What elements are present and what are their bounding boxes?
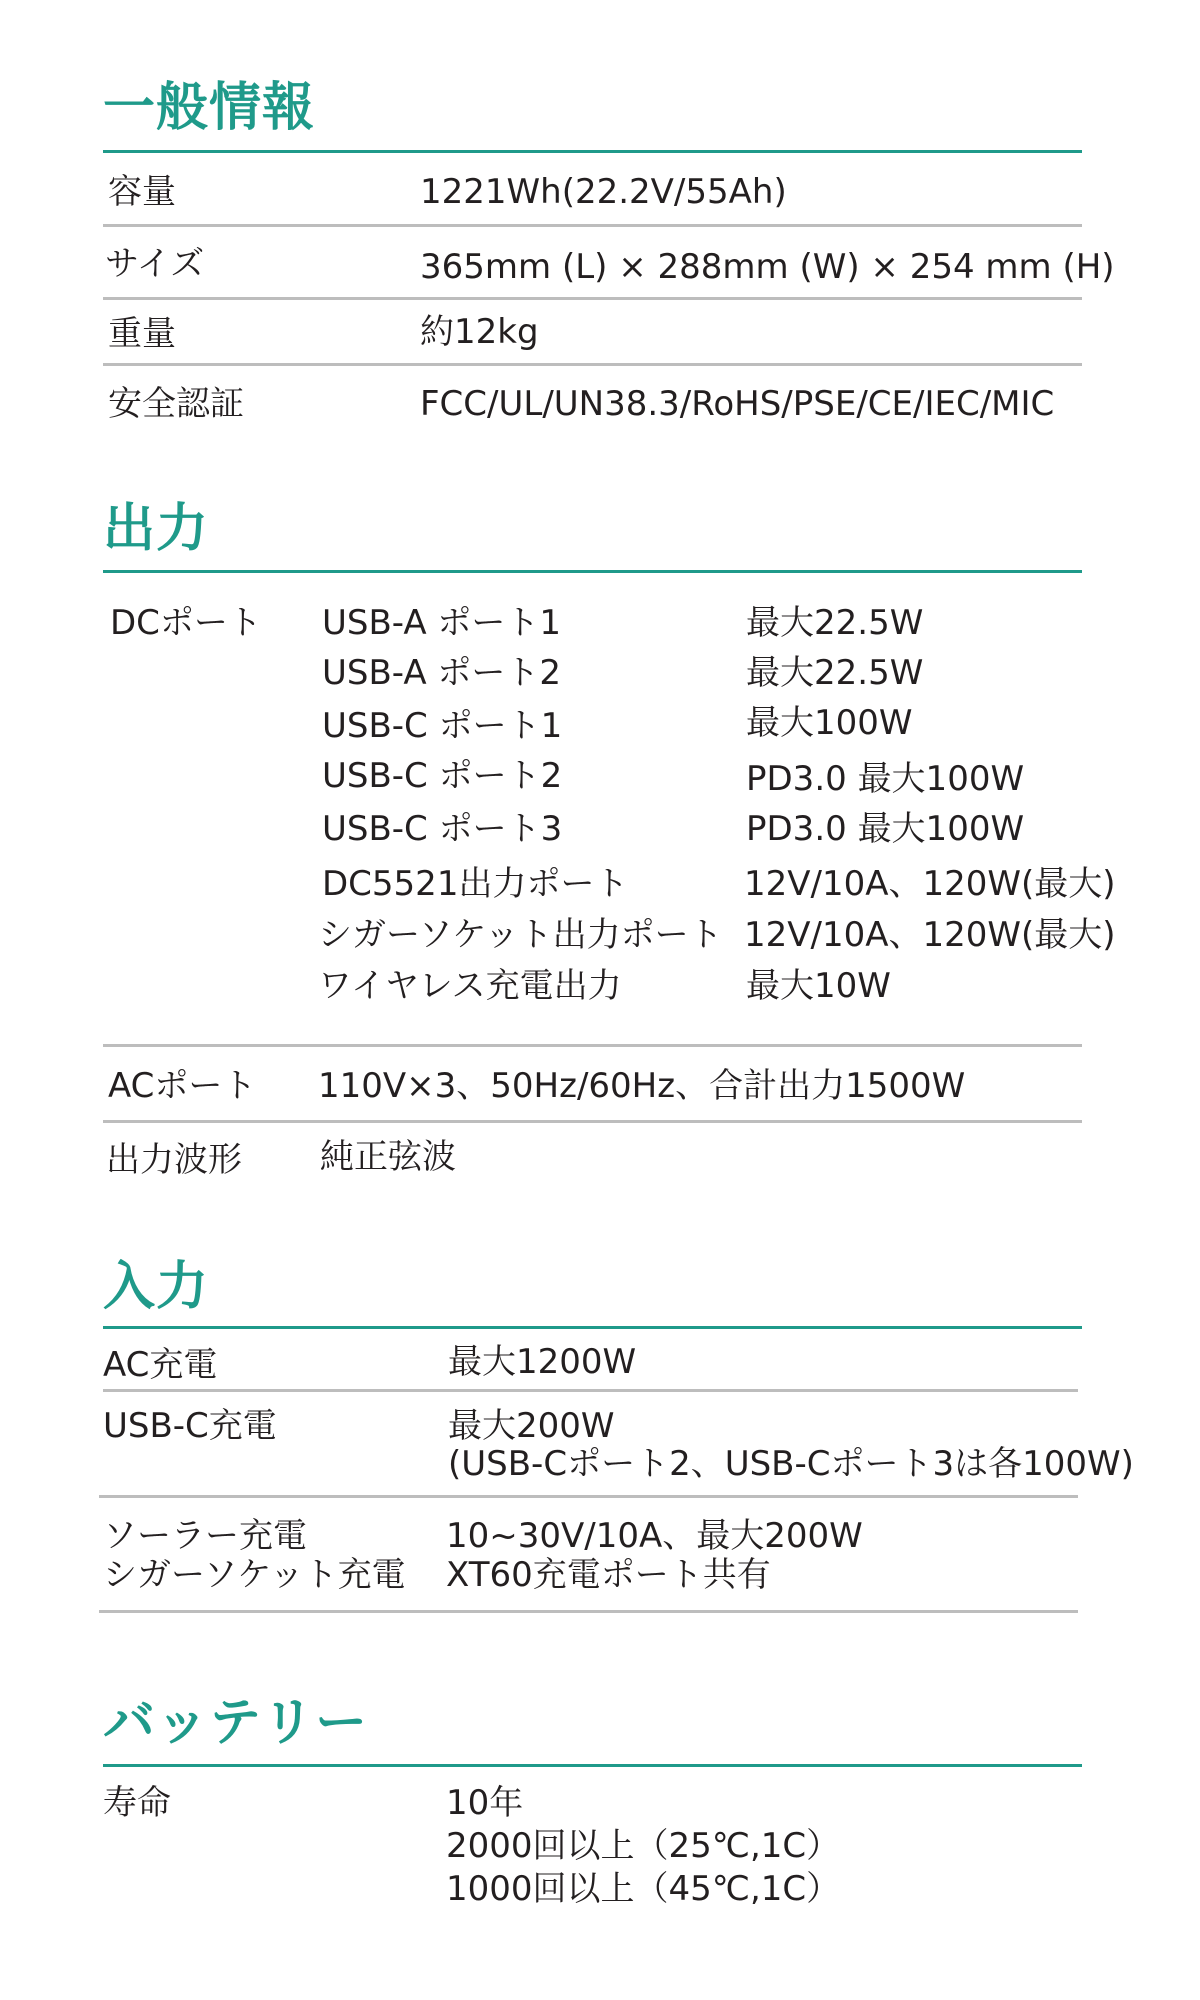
- dc-port-name: ワイヤレス充電出力: [318, 966, 622, 1006]
- dc-port-spec: PD3.0 最大100W: [746, 759, 1025, 799]
- output-row-divider: [103, 1044, 1082, 1047]
- usbc-charge-note: (USB-Cポート2、USB-Cポート3は各100W): [448, 1444, 1134, 1484]
- battery-life-years: 10年: [446, 1783, 524, 1823]
- ac-port-value: 110V×3、50Hz/60Hz、合計出力1500W: [318, 1066, 966, 1106]
- general-row-divider: [103, 224, 1082, 227]
- dc-port-name: USB-A ポート2: [322, 653, 562, 693]
- battery-section-title: バッテリー: [103, 1693, 369, 1753]
- battery-cycles-45c: 1000回以上（45℃,1C）: [446, 1869, 841, 1909]
- output-title-rule: [103, 570, 1082, 573]
- dc-port-spec: 最大100W: [746, 703, 913, 743]
- input-row-divider: [99, 1495, 1078, 1498]
- general-cert-label: 安全認証: [108, 384, 244, 424]
- ac-charge-label: AC充電: [103, 1345, 218, 1385]
- output-row-divider: [103, 1120, 1082, 1123]
- dc-port-spec: 12V/10A、120W(最大): [744, 864, 1116, 904]
- general-size-value: 365mm (L) × 288mm (W) × 254 mm (H): [420, 247, 1115, 287]
- output-section-title: 出力: [103, 499, 210, 559]
- ac-charge-value: 最大1200W: [448, 1342, 637, 1382]
- input-row-divider: [103, 1389, 1078, 1392]
- dc-port-name: USB-A ポート1: [322, 603, 562, 643]
- dc-port-spec: 最大22.5W: [746, 653, 924, 693]
- input-section-title: 入力: [103, 1257, 210, 1317]
- battery-life-label: 寿命: [103, 1783, 171, 1823]
- usbc-charge-value: 最大200W: [448, 1406, 615, 1446]
- dc-port-name: USB-C ポート2: [322, 756, 563, 796]
- ac-port-label: ACポート: [108, 1066, 257, 1106]
- dc-port-spec: PD3.0 最大100W: [746, 809, 1025, 849]
- battery-title-rule: [103, 1764, 1082, 1767]
- waveform-value: 純正弦波: [320, 1137, 456, 1177]
- battery-cycles-25c: 2000回以上（25℃,1C）: [446, 1826, 841, 1866]
- xt60-port-value: XT60充電ポート共有: [446, 1555, 771, 1595]
- general-capacity-label: 容量: [108, 172, 176, 212]
- dc-port-spec: 最大10W: [746, 966, 891, 1006]
- general-size-label: サイズ: [105, 244, 205, 284]
- usbc-charge-label: USB-C充電: [103, 1406, 277, 1446]
- general-capacity-value: 1221Wh(22.2V/55Ah): [420, 172, 787, 212]
- general-weight-label: 重量: [108, 314, 176, 354]
- general-section-title: 一般情報: [103, 78, 316, 138]
- solar-charge-label: ソーラー充電: [103, 1516, 307, 1556]
- dc-port-name: USB-C ポート1: [322, 706, 563, 746]
- input-title-rule: [103, 1326, 1082, 1329]
- dc-port-spec: 最大22.5W: [746, 603, 924, 643]
- general-cert-value: FCC/UL/UN38.3/RoHS/PSE/CE/IEC/MIC: [420, 384, 1055, 424]
- cigarette-charge-label: シガーソケット充電: [103, 1555, 406, 1595]
- dc-port-spec: 12V/10A、120W(最大): [744, 915, 1116, 955]
- dc-port-label: DCポート: [110, 603, 262, 643]
- dc-port-name: USB-C ポート3: [322, 809, 563, 849]
- general-row-divider: [103, 297, 1082, 300]
- solar-charge-value: 10~30V/10A、最大200W: [446, 1516, 863, 1556]
- general-weight-value: 約12kg: [420, 312, 539, 352]
- general-row-divider: [103, 363, 1082, 366]
- dc-port-name: DC5521出力ポート: [322, 864, 629, 904]
- input-row-divider: [99, 1610, 1078, 1613]
- waveform-label: 出力波形: [106, 1140, 242, 1180]
- general-title-rule: [103, 150, 1082, 153]
- dc-port-name: シガーソケット出力ポート: [318, 915, 723, 955]
